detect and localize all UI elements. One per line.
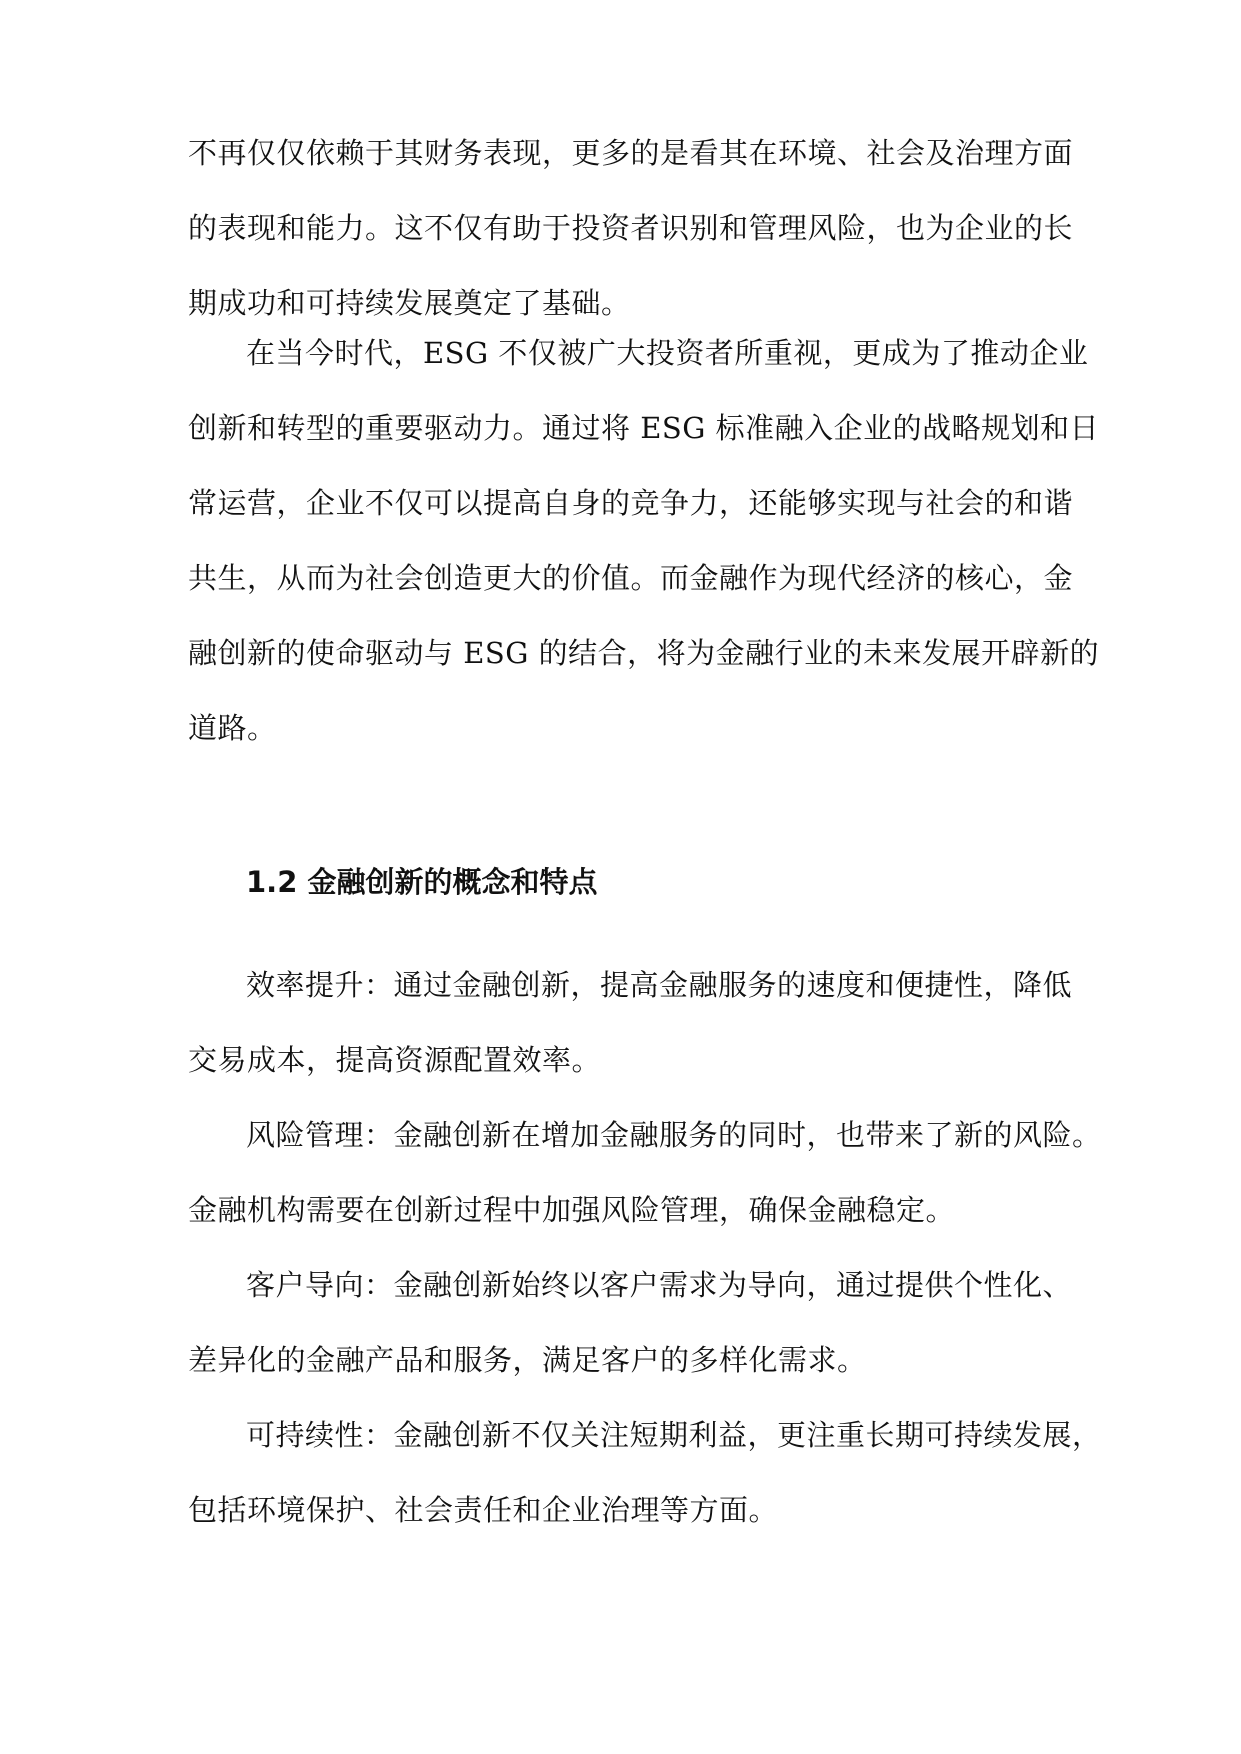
text-line: 效率提升：通过金融创新，提高金融服务的速度和便捷性，降低: [246, 968, 1073, 1002]
text-line: 风险管理：金融创新在增加金融服务的同时，也带来了新的风险。: [246, 1118, 1102, 1152]
paragraph-customer-orientation: [188, 1248, 1073, 1398]
text-line: 在当今时代，ESG 不仅被广大投资者所重视，更成为了推动企业: [246, 336, 1089, 370]
paragraph-esg-innovation: [188, 316, 1100, 766]
paragraph-esg-intro-continued: [188, 116, 1074, 341]
text-line: 客户导向：金融创新始终以客户需求为导向，通过提供个性化、: [246, 1268, 1073, 1302]
text-line: 差异化的金融产品和服务，满足客户的多样化需求。: [188, 1343, 867, 1377]
text-line: 常运营，企业不仅可以提高自身的竞争力，还能够实现与社会的和谐: [188, 486, 1074, 520]
text-line: 共生，从而为社会创造更大的价值。而金融作为现代经济的核心，金: [188, 561, 1074, 595]
text-line: 金融机构需要在创新过程中加强风险管理，确保金融稳定。: [188, 1193, 956, 1227]
text-line: 可持续性：金融创新不仅关注短期利益，更注重长期可持续发展，: [246, 1418, 1102, 1452]
text-line: 创新和转型的重要驱动力。通过将 ESG 标准融入企业的战略规划和日: [188, 411, 1100, 445]
paragraph-efficiency: [188, 948, 1073, 1098]
text-line: 期成功和可持续发展奠定了基础。: [188, 286, 631, 320]
text-line: 交易成本，提高资源配置效率。: [188, 1043, 602, 1077]
text-line: 包括环境保护、社会责任和企业治理等方面。: [188, 1493, 779, 1527]
text-line: 道路。: [188, 711, 277, 745]
paragraph-sustainability: [188, 1398, 1102, 1548]
text-line: 融创新的使命驱动与 ESG 的结合，将为金融行业的未来发展开辟新的: [188, 636, 1100, 670]
paragraph-risk-management: [188, 1098, 1102, 1248]
text-line: 的表现和能力。这不仅有助于投资者识别和管理风险，也为企业的长: [188, 211, 1074, 245]
text-line: 不再仅仅依赖于其财务表现，更多的是看其在环境、社会及治理方面: [188, 136, 1074, 170]
section-heading: 1.2 金融创新的概念和特点: [246, 865, 598, 899]
